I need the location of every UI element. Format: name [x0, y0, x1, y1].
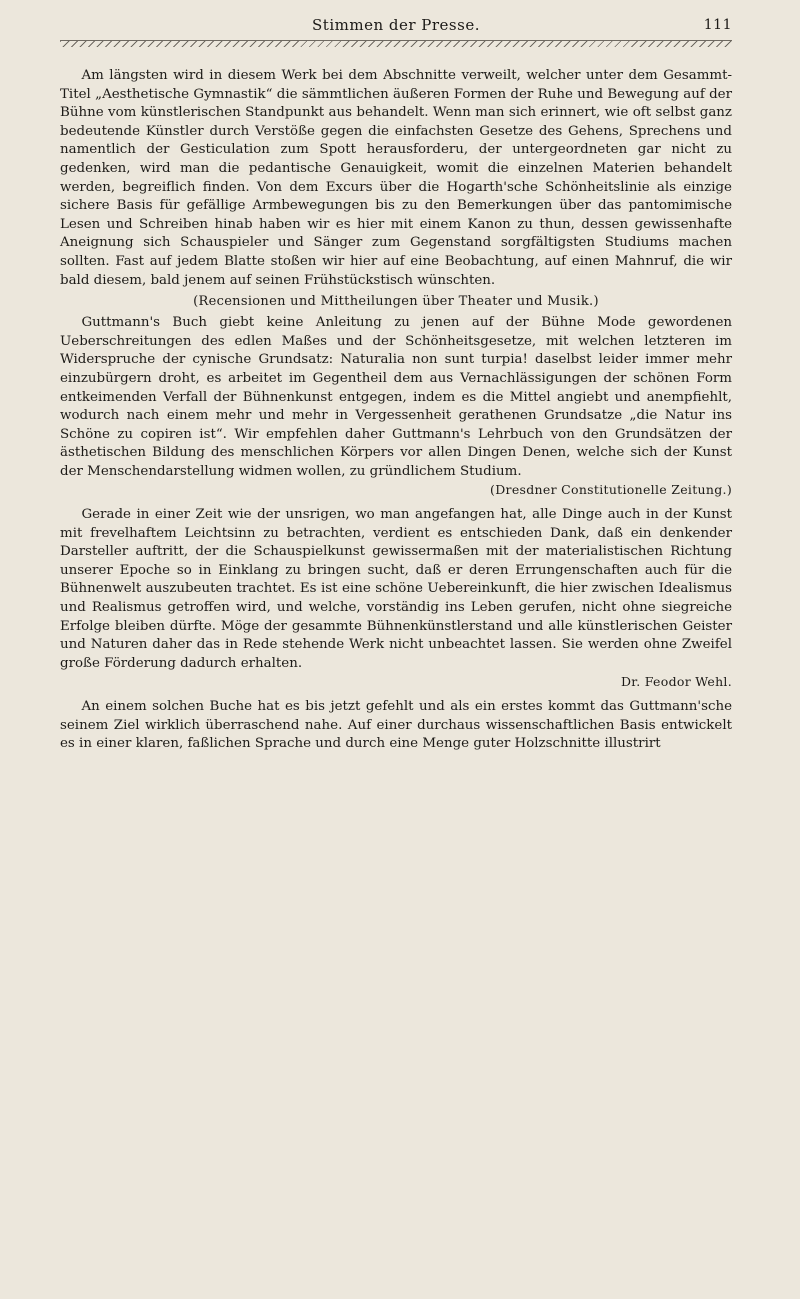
page-number: 111	[703, 17, 732, 33]
paragraph-1: Am längsten wird in diesem Werk bei dem Abschnitte verweilt, welcher unter dem Gesammt-Titel „Aesthetische Gymnastik“ die sämmtlichen äußeren Formen der Ruhe und Bewegung auf der Bühne vom künstlerischen Standpunkt aus behandelt. Wenn man sich erinnert, wie oft selbst ganz bedeutende Künstler durch Verstöße gegen die einfachsten Gesetze des Gehens, Sprechens und namentlich der Gesticulation zum Spott herausforderu, der untergeordneten gar nicht zu gedenken, wird man die pedantische Genauigkeit, womit die einzelnen Materien behandelt werden, begreiflich finden. Von dem Excurs über die Hogarth'sche Schönheitslinie als einzige sichere Basis für gefällige Armbewegungen bis zu den Bemerkungen über das pantomimische Lesen und Schreiben hinab haben wir es hier mit einem Kanon zu thun, dessen gewissenhafte Aneignung sich Schauspieler und Sänger zum Gegenstand sorgfältigsten Studiums machen sollten. Fast auf jedem Blatte stoßen wir hier auf eine Beobachtung, auf einen Mahnruf, die wir bald diesem, bald jenem auf seinen Frühstückstisch wünschten.	[60, 68, 732, 288]
running-title: Stimmen der Presse.	[312, 16, 480, 34]
paragraph-4: An einem solchen Buche hat es bis jetzt gefehlt und als ein erstes kommt das Guttmann'sche seinem Ziel wirklich überraschend nahe. Auf einer durchaus wissenschaftlichen Basis entwickelt es in einer klaren, faßlichen Sprache und durch eine Menge guter Holzschnitte illustrirt	[60, 699, 732, 752]
paragraph-2: Guttmann's Buch giebt keine Anleitung zu jenen auf der Bühne Mode gewordenen Ueberschreitungen des edlen Maßes und der Schönheitsgesetze, mit welchen letzteren im Widerspruche der cynische Grundsatz: Naturalia non sunt turpia! daselbst leider immer mehr einzubürgern droht, es arbeitet im Gegentheil dem aus Vernachlässigungen der schönen Form entkeimenden Verfall der Bühnenkunst entgegen, indem es die Mittel angiebt und anempfiehlt, wodurch nach einem mehr und mehr in Vergessenheit gerathenen Grundsatze „die Natur ins Schöne zu copiren ist“. Wir empfehlen daher Guttmann's Lehrbuch von den Grundsätzen der ästhetischen Bildung des menschlichen Körpers vor allen Dingen Denen, welche sich der Kunst der Menschendarstellung widmen wollen, zu gründlichem Studium.	[60, 315, 732, 479]
header-rule	[60, 40, 732, 47]
paragraph-3: Gerade in einer Zeit wie der unsrigen, wo man angefangen hat, alle Dinge auch in der Kunst mit frevelhaftem Leichtsinn zu betrachten, verdient es entschieden Dank, daß ein denkender Darsteller auftritt, der die Schauspielkunst gewissermaßen mit der materialistischen Richtung unserer Epoche so in Einklang zu bringen sucht, daß er deren Errungenschaften auch für die Bühnenwelt auszubeuten trachtet. Es ist eine schöne Uebereinkunft, die hier zwischen Idealismus und Realismus getroffen wird, und welche, vorständig ins Leben gerufen, nicht ohne siegreiche Erfolge bleiben dürfte. Möge der gesammte Bühnenkünstlerstand und alle künstlerischen Geister und Naturen daher das in Rede stehende Werk nicht unbeachtet lassen. Sie werden ohne Zweifel große Förderung dadurch erhalten.	[60, 507, 732, 671]
running-head	[60, 10, 732, 40]
source-dresdner-zeitung: (Dresdner Constitutionelle Zeitung.)	[490, 482, 732, 498]
source-theater-musik: (Recensionen und Mittheilungen über Theater und Musik.)	[193, 294, 599, 310]
source-feodor-wehl: Dr. Feodor Wehl.	[620, 674, 732, 690]
